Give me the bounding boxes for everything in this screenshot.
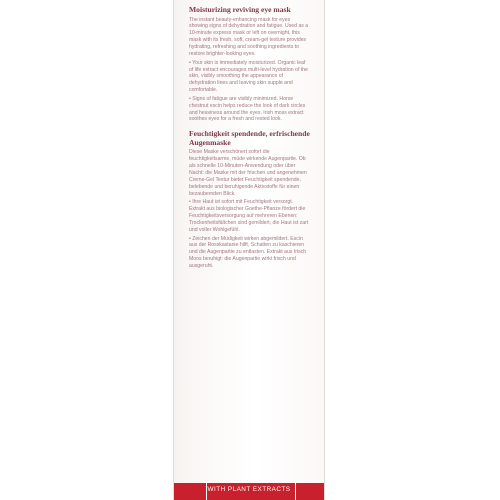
german-title: Feuchtigkeit spendende, erfrischende Augenmaske bbox=[189, 129, 310, 147]
english-intro-paragraph: The instant beauty-enhancing mask for eyes showing signs of dehydration and fatigue. Used as a 10-minute express mask or left on overnight, this mask with its fresh, soft, cream-gel texture provides hydrating, refreshing and soothing ingredients to restore brighter-looking eyes. bbox=[189, 16, 309, 57]
product-description bbox=[189, 6, 310, 272]
english-title: Moisturizing reviving eye mask bbox=[189, 5, 291, 14]
german-benefit-moisture: • Ihre Haut ist sofort mit Feuchtigkeit versorgt. Extrakt aus biologischer Goethe-Pflanze fördert die Feuchtigkeitsversorgung auf mehreren Ebenen: Trockenheitsfältchen sind gemildert, die Haut ist zart und voller Wohlgefühl. bbox=[189, 199, 309, 233]
plant-extracts-label: WITH PLANT EXTRACTS bbox=[207, 486, 291, 493]
english-benefit-moisture: • Your skin is immediately moisturized. Organic leaf of life extract encourages multi-level hydration of the skin, visibly smoothing the appearance of dehydration lines and leaving skin supple and comfortable. bbox=[189, 59, 308, 94]
english-benefit-fatigue: • Signs of fatigue are visibly minimized. Horse chestnut escin helps reduce the look of dark circles and heaviness around the eyes. Irish moss extract soothes eyes for a fresh and rested look. bbox=[189, 95, 306, 123]
german-benefit-fatigue: • Zeichen der Müdigkeit wirken abgemildert. Escin aus der Rosskastanie hilft, Schatten zu kaschieren und die Augenpartie zu entlasten. Extrakt aus Irisch Moos beruhigt: die Augenpartie wirkt frisch und ausgeruht. bbox=[189, 235, 307, 269]
german-intro-paragraph: Diese Maske verschönert sofort die feuchtigkeitsarme, müde wirkende Augenpartie. Ob als schnelle 10-Minuten-Anwendung oder über Nacht: die Maske mit der frischen und angenehmen Creme-Gel Textur bietet Feuchtigkeit spendende, belebende und beruhigende Aktivstoffe für einen bezaubernden Blick. bbox=[189, 149, 307, 197]
product-box-side-panel bbox=[173, 0, 325, 500]
